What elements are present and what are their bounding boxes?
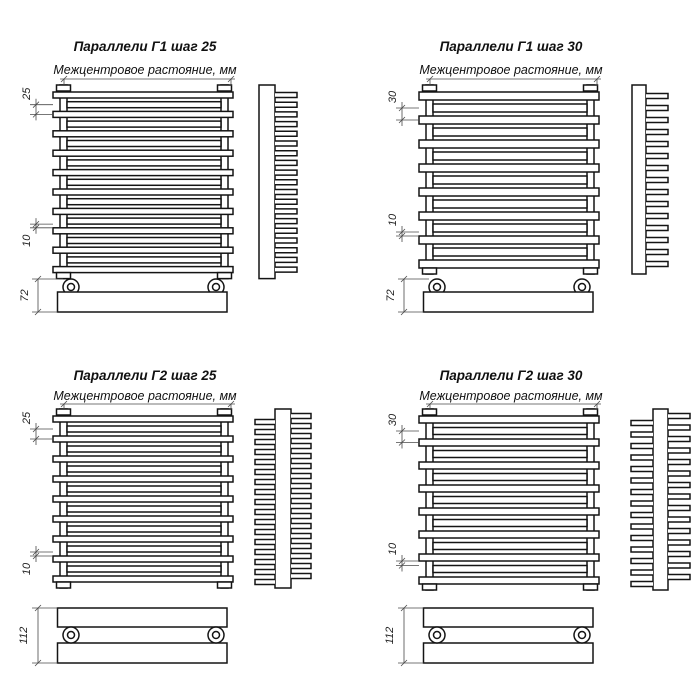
tube-bar-full: [53, 92, 233, 98]
bottom-view: [58, 279, 228, 312]
side-tooth-left: [255, 530, 275, 535]
dimension-gap: [21, 218, 53, 247]
base-plate-bottom: [58, 643, 228, 663]
bottom-view: [58, 608, 228, 663]
side-tooth-left: [631, 582, 653, 587]
dimension-depth: [385, 276, 429, 315]
side-tooth-right: [646, 262, 668, 267]
tube-bar-full: [419, 236, 599, 244]
side-tooth-right: [291, 454, 311, 459]
tube-bar-full: [53, 516, 233, 522]
side-tooth-left: [631, 513, 653, 518]
side-tooth-right: [275, 93, 297, 98]
collector-tab: [423, 85, 437, 91]
side-tooth-right: [291, 434, 311, 439]
side-tooth-left: [255, 480, 275, 485]
side-tooth-right: [668, 563, 690, 568]
side-tooth-left: [631, 536, 653, 541]
tube-bar-full: [53, 456, 233, 462]
side-tooth-left: [631, 444, 653, 449]
tube-bar-full: [53, 170, 233, 176]
side-tooth-left: [255, 470, 275, 475]
tube-bar-full: [419, 212, 599, 220]
side-tooth-right: [646, 142, 668, 147]
side-tooth-right: [275, 257, 297, 262]
front-view: [53, 85, 233, 279]
side-tooth-right: [275, 267, 297, 272]
side-tooth-left: [631, 559, 653, 564]
tube-bar-inset: [67, 566, 221, 572]
side-tooth-right: [646, 130, 668, 135]
tube-bar-inset: [67, 160, 221, 166]
pipe-inner: [213, 284, 220, 291]
tube-bar-inset: [67, 546, 221, 552]
collector-right: [587, 85, 594, 274]
side-tooth-left: [255, 430, 275, 435]
front-view: [419, 409, 599, 590]
base-plate-top: [58, 608, 228, 627]
pipe-inner: [68, 632, 75, 639]
side-tooth-right: [291, 534, 311, 539]
tube-bar-inset: [433, 176, 587, 184]
dimension-gap: [387, 213, 419, 242]
tube-bar-inset: [433, 428, 587, 435]
tube-bar-full: [53, 536, 233, 542]
side-tooth-left: [255, 550, 275, 555]
side-collector: [275, 409, 291, 588]
side-tooth-left: [255, 450, 275, 455]
quadrant-Г1-30: [385, 76, 668, 315]
side-collector: [259, 85, 275, 279]
tube-bar-inset: [433, 474, 587, 481]
tube-bar-full: [53, 476, 233, 482]
tube-bar-inset: [67, 426, 221, 432]
side-tooth-right: [291, 474, 311, 479]
tube-bar-inset: [433, 200, 587, 208]
tube-bar-full: [53, 496, 233, 502]
tube-bar-full: [53, 111, 233, 117]
side-tooth-right: [275, 141, 297, 146]
side-tooth-left: [631, 490, 653, 495]
bottom-view: [424, 279, 594, 312]
side-tooth-right: [646, 250, 668, 255]
collector-tab: [57, 85, 71, 91]
tube-bar-full: [419, 416, 599, 423]
dimension-depth: [384, 605, 424, 666]
quadrant-3-title: Параллели Г2 шаг 25: [73, 368, 217, 383]
collector-tab: [218, 85, 232, 91]
base-plate-top: [424, 608, 594, 627]
side-tooth-right: [275, 122, 297, 127]
side-view: [631, 409, 690, 590]
base-plate-bottom: [424, 643, 594, 663]
collector-left: [426, 409, 433, 590]
collector-tab: [57, 582, 71, 588]
tube-bar-inset: [433, 224, 587, 232]
tube-bar-full: [53, 556, 233, 562]
pipe-inner: [434, 632, 441, 639]
side-tooth-right: [275, 219, 297, 224]
side-tooth-right: [291, 514, 311, 519]
pipe-inner: [68, 284, 75, 291]
side-tooth-right: [668, 414, 690, 419]
side-tooth-right: [668, 471, 690, 476]
tube-bar-full: [53, 150, 233, 156]
side-tooth-right: [668, 460, 690, 465]
side-tooth-right: [291, 444, 311, 449]
tube-bar-full: [419, 508, 599, 515]
side-tooth-right: [668, 425, 690, 430]
quadrant-Г2-25: [18, 401, 311, 666]
front-view: [53, 409, 233, 588]
dimension-span: [426, 76, 601, 86]
side-tooth-left: [631, 524, 653, 529]
tube-bar-inset: [67, 238, 221, 244]
side-tooth-right: [291, 564, 311, 569]
dimension-step: [21, 411, 53, 445]
collector-tab: [584, 409, 598, 415]
side-tooth-right: [646, 226, 668, 231]
dimension-gap: [21, 546, 53, 575]
tube-bar-full: [419, 554, 599, 561]
side-collector: [653, 409, 668, 590]
side-tooth-left: [631, 421, 653, 426]
side-tooth-left: [631, 432, 653, 437]
side-tooth-right: [275, 248, 297, 253]
tube-bar-full: [53, 247, 233, 253]
side-tooth-left: [255, 460, 275, 465]
tube-bar-inset: [433, 451, 587, 458]
tube-bar-inset: [67, 466, 221, 472]
dim-label-step: 25: [20, 411, 33, 425]
collector-tab: [218, 582, 232, 588]
side-tooth-right: [668, 437, 690, 442]
tube-bar-inset: [67, 486, 221, 492]
tube-bar-inset: [433, 128, 587, 136]
pipe-inner: [434, 284, 441, 291]
tube-bar-inset: [67, 257, 221, 263]
tube-bar-inset: [67, 446, 221, 452]
dimension-depth: [18, 605, 58, 666]
collector-tab: [423, 268, 437, 274]
pipe-inner: [213, 632, 220, 639]
quadrant-3-subtitle: Межцентровое растояние, мм: [53, 389, 237, 403]
side-tooth-left: [255, 420, 275, 425]
collector-tab: [218, 273, 232, 279]
tube-bar-full: [419, 116, 599, 124]
side-view: [632, 85, 668, 274]
side-view: [255, 409, 311, 588]
tube-bar-full: [53, 416, 233, 422]
side-tooth-left: [255, 510, 275, 515]
side-tooth-right: [291, 544, 311, 549]
side-tooth-right: [291, 574, 311, 579]
side-view: [259, 85, 297, 279]
quadrant-Г1-25: [19, 76, 297, 315]
dim-label-step: 30: [386, 90, 399, 104]
collector-tab: [57, 409, 71, 415]
dim-label-step: 30: [386, 413, 399, 427]
collector-tab: [584, 85, 598, 91]
dim-label-depth: 72: [384, 289, 397, 302]
quadrant-1-subtitle: Межцентровое растояние, мм: [53, 63, 237, 77]
side-tooth-right: [275, 112, 297, 117]
bottom-view: [424, 608, 594, 663]
side-tooth-right: [646, 238, 668, 243]
tube-bar-full: [419, 188, 599, 196]
side-tooth-right: [291, 484, 311, 489]
tube-bar-inset: [67, 102, 221, 108]
dimension-gap: [387, 542, 419, 571]
side-tooth-left: [255, 560, 275, 565]
pipe-inner: [579, 632, 586, 639]
quadrant-4-subtitle: Межцентровое растояние, мм: [419, 389, 603, 403]
collector-left: [426, 85, 433, 274]
collector-tab: [57, 273, 71, 279]
tube-bar-inset: [67, 141, 221, 147]
side-tooth-right: [291, 494, 311, 499]
dim-label-gap: 10: [20, 562, 33, 576]
side-tooth-right: [668, 448, 690, 453]
side-tooth-right: [275, 151, 297, 156]
tube-bar-full: [53, 576, 233, 582]
tube-bar-inset: [67, 179, 221, 185]
side-tooth-right: [275, 102, 297, 107]
dim-label-gap: 10: [386, 542, 399, 556]
side-tooth-right: [275, 131, 297, 136]
pipe-inner: [579, 284, 586, 291]
side-tooth-right: [275, 170, 297, 175]
side-tooth-right: [646, 106, 668, 111]
side-tooth-right: [275, 238, 297, 243]
side-tooth-right: [275, 180, 297, 185]
dimension-span: [60, 76, 235, 86]
dimension-step: [387, 90, 419, 126]
tube-bar-full: [53, 436, 233, 442]
side-tooth-right: [646, 166, 668, 171]
side-tooth-right: [646, 178, 668, 183]
side-tooth-left: [631, 478, 653, 483]
side-tooth-right: [668, 575, 690, 580]
tube-bar-inset: [433, 520, 587, 527]
side-tooth-left: [255, 520, 275, 525]
side-collector: [632, 85, 646, 274]
side-tooth-right: [646, 154, 668, 159]
side-tooth-right: [668, 529, 690, 534]
collector-tab: [423, 409, 437, 415]
dimension-step: [21, 87, 53, 121]
side-tooth-left: [631, 547, 653, 552]
tube-bar-inset: [67, 526, 221, 532]
side-tooth-right: [291, 554, 311, 559]
side-tooth-right: [646, 214, 668, 219]
side-tooth-right: [668, 540, 690, 545]
side-tooth-right: [646, 202, 668, 207]
collector-tab: [423, 584, 437, 590]
side-tooth-left: [255, 500, 275, 505]
side-tooth-right: [646, 94, 668, 99]
tube-bar-full: [419, 462, 599, 469]
side-tooth-right: [646, 190, 668, 195]
collector-tab: [584, 584, 598, 590]
side-tooth-left: [255, 490, 275, 495]
tube-bar-full: [419, 577, 599, 584]
tube-bar-full: [419, 485, 599, 492]
tube-bar-inset: [67, 506, 221, 512]
dim-label-gap: 10: [386, 213, 399, 227]
tube-bar-inset: [433, 104, 587, 112]
tube-bar-full: [419, 140, 599, 148]
side-tooth-right: [275, 160, 297, 165]
tube-bar-inset: [433, 152, 587, 160]
tube-bar-inset: [67, 218, 221, 224]
dim-label-step: 25: [20, 87, 33, 100]
side-tooth-right: [291, 504, 311, 509]
quadrant-2-title: Параллели Г1 шаг 30: [439, 39, 583, 54]
side-tooth-left: [255, 570, 275, 575]
base-plate: [58, 292, 228, 312]
front-view: [419, 85, 599, 274]
side-tooth-right: [275, 209, 297, 214]
tube-bar-full: [53, 267, 233, 273]
tube-bar-full: [53, 228, 233, 234]
side-tooth-left: [631, 570, 653, 575]
tube-bar-inset: [67, 199, 221, 205]
quadrant-2-subtitle: Межцентровое растояние, мм: [419, 63, 603, 77]
tube-bar-inset: [433, 248, 587, 256]
base-plate: [424, 292, 594, 312]
side-tooth-left: [255, 580, 275, 585]
tube-bar-inset: [67, 121, 221, 127]
side-tooth-right: [668, 506, 690, 511]
side-tooth-right: [668, 483, 690, 488]
dim-label-depth: 72: [18, 289, 31, 302]
tube-bar-inset: [433, 566, 587, 573]
dimension-step: [387, 413, 419, 448]
side-tooth-left: [255, 540, 275, 545]
tube-bar-full: [53, 189, 233, 195]
quadrant-Г2-30: [384, 401, 690, 666]
side-tooth-right: [668, 494, 690, 499]
side-tooth-right: [275, 190, 297, 195]
tube-bar-inset: [433, 497, 587, 504]
side-tooth-right: [668, 552, 690, 557]
quadrant-4-title: Параллели Г2 шаг 30: [439, 368, 583, 383]
tube-bar-full: [53, 208, 233, 214]
tube-bar-full: [419, 92, 599, 100]
side-tooth-right: [291, 464, 311, 469]
collector-tab: [218, 409, 232, 415]
side-tooth-right: [291, 424, 311, 429]
side-tooth-right: [668, 517, 690, 522]
side-tooth-right: [291, 524, 311, 529]
tube-bar-full: [419, 531, 599, 538]
side-tooth-left: [631, 455, 653, 460]
dim-label-depth: 112: [17, 626, 30, 645]
quadrant-1-title: Параллели Г1 шаг 25: [73, 39, 217, 54]
side-tooth-left: [255, 440, 275, 445]
tube-bar-full: [419, 260, 599, 268]
tube-bar-full: [53, 131, 233, 137]
dim-label-gap: 10: [20, 234, 33, 247]
collector-right: [587, 409, 594, 590]
dim-label-depth: 112: [383, 626, 396, 645]
side-tooth-left: [631, 467, 653, 472]
tube-bar-full: [419, 439, 599, 446]
side-tooth-right: [275, 228, 297, 233]
dimension-depth: [19, 276, 63, 315]
side-tooth-right: [646, 118, 668, 123]
collector-tab: [584, 268, 598, 274]
tube-bar-inset: [433, 543, 587, 550]
side-tooth-left: [631, 501, 653, 506]
side-tooth-right: [291, 414, 311, 419]
side-tooth-right: [275, 199, 297, 204]
tube-bar-full: [419, 164, 599, 172]
